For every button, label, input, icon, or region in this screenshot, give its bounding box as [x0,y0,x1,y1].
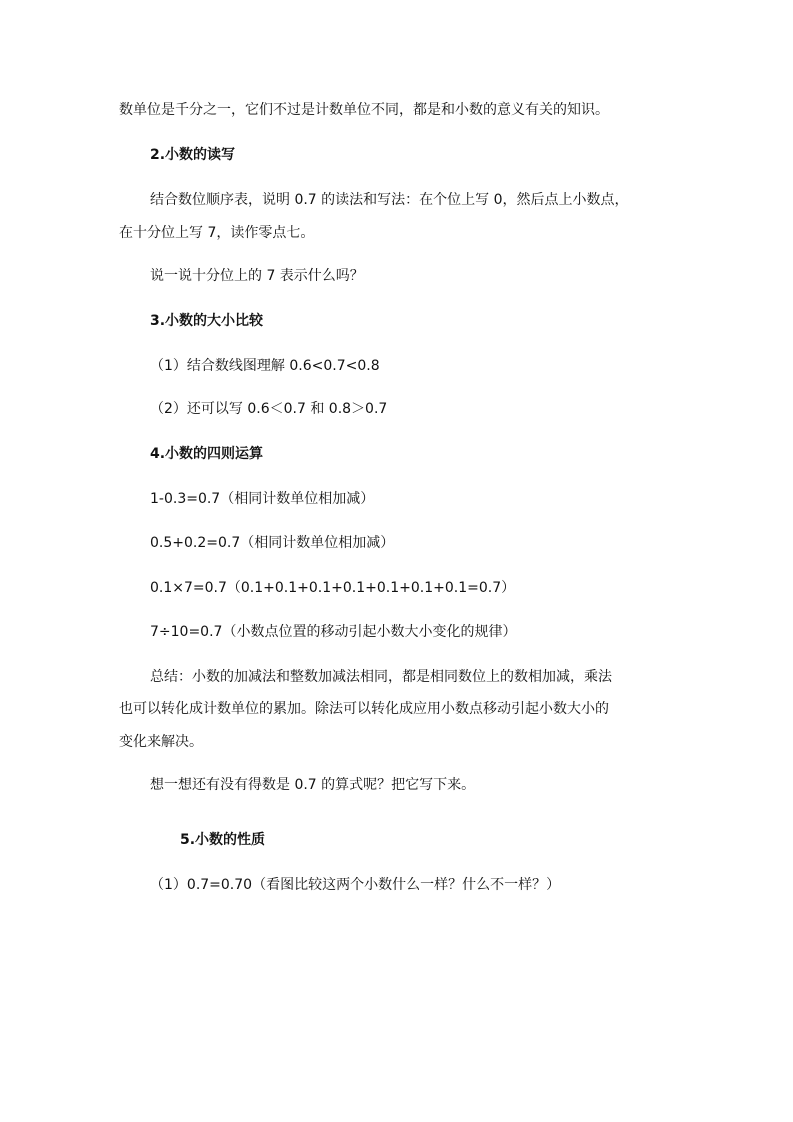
list-item: （2）还可以写 0.6＜0.7 和 0.8＞0.7 [150,401,388,417]
list-item: （1）结合数线图理解 0.6<0.7<0.8 [150,358,380,374]
paragraph-line: 也可以转化成计数单位的累加。除法可以转化成应用小数点移动引起小数大小的 [119,701,609,717]
section-heading-properties: 5.小数的性质 [180,832,266,848]
paragraph-line: 数单位是千分之一，它们不过是计数单位不同，都是和小数的意义有关的知识。 [119,102,609,118]
equation-line: 0.5+0.2=0.7（相同计数单位相加减） [150,535,395,551]
section-heading-arithmetic: 4.小数的四则运算 [150,446,264,462]
equation-line: 7÷10=0.7（小数点位置的移动引起小数大小变化的规律） [150,624,517,640]
paragraph-line: 想一想还有没有得数是 0.7 的算式呢？把它写下来。 [150,777,476,793]
equation-line: 1-0.3=0.7（相同计数单位相加减） [150,491,375,507]
section-heading-comparison: 3.小数的大小比较 [150,313,264,329]
paragraph-line: 说一说十分位上的 7 表示什么吗？ [150,268,364,284]
paragraph-line: 变化来解决。 [119,734,203,750]
list-item: （1）0.7=0.70（看图比较这两个小数什么一样？什么不一样？） [150,877,561,893]
paragraph-line: 总结：小数的加减法和整数加减法相同，都是相同数位上的数相加减，乘法 [150,669,612,685]
paragraph-line: 在十分位上写 7，读作零点七。 [119,225,315,241]
section-heading-reading-writing: 2.小数的读写 [150,147,236,163]
paragraph-line: 结合数位顺序表，说明 0.7 的读法和写法：在个位上写 0，然后点上小数点， [150,192,629,208]
equation-line: 0.1×7=0.7（0.1+0.1+0.1+0.1+0.1+0.1+0.1=0.7） [150,580,516,596]
